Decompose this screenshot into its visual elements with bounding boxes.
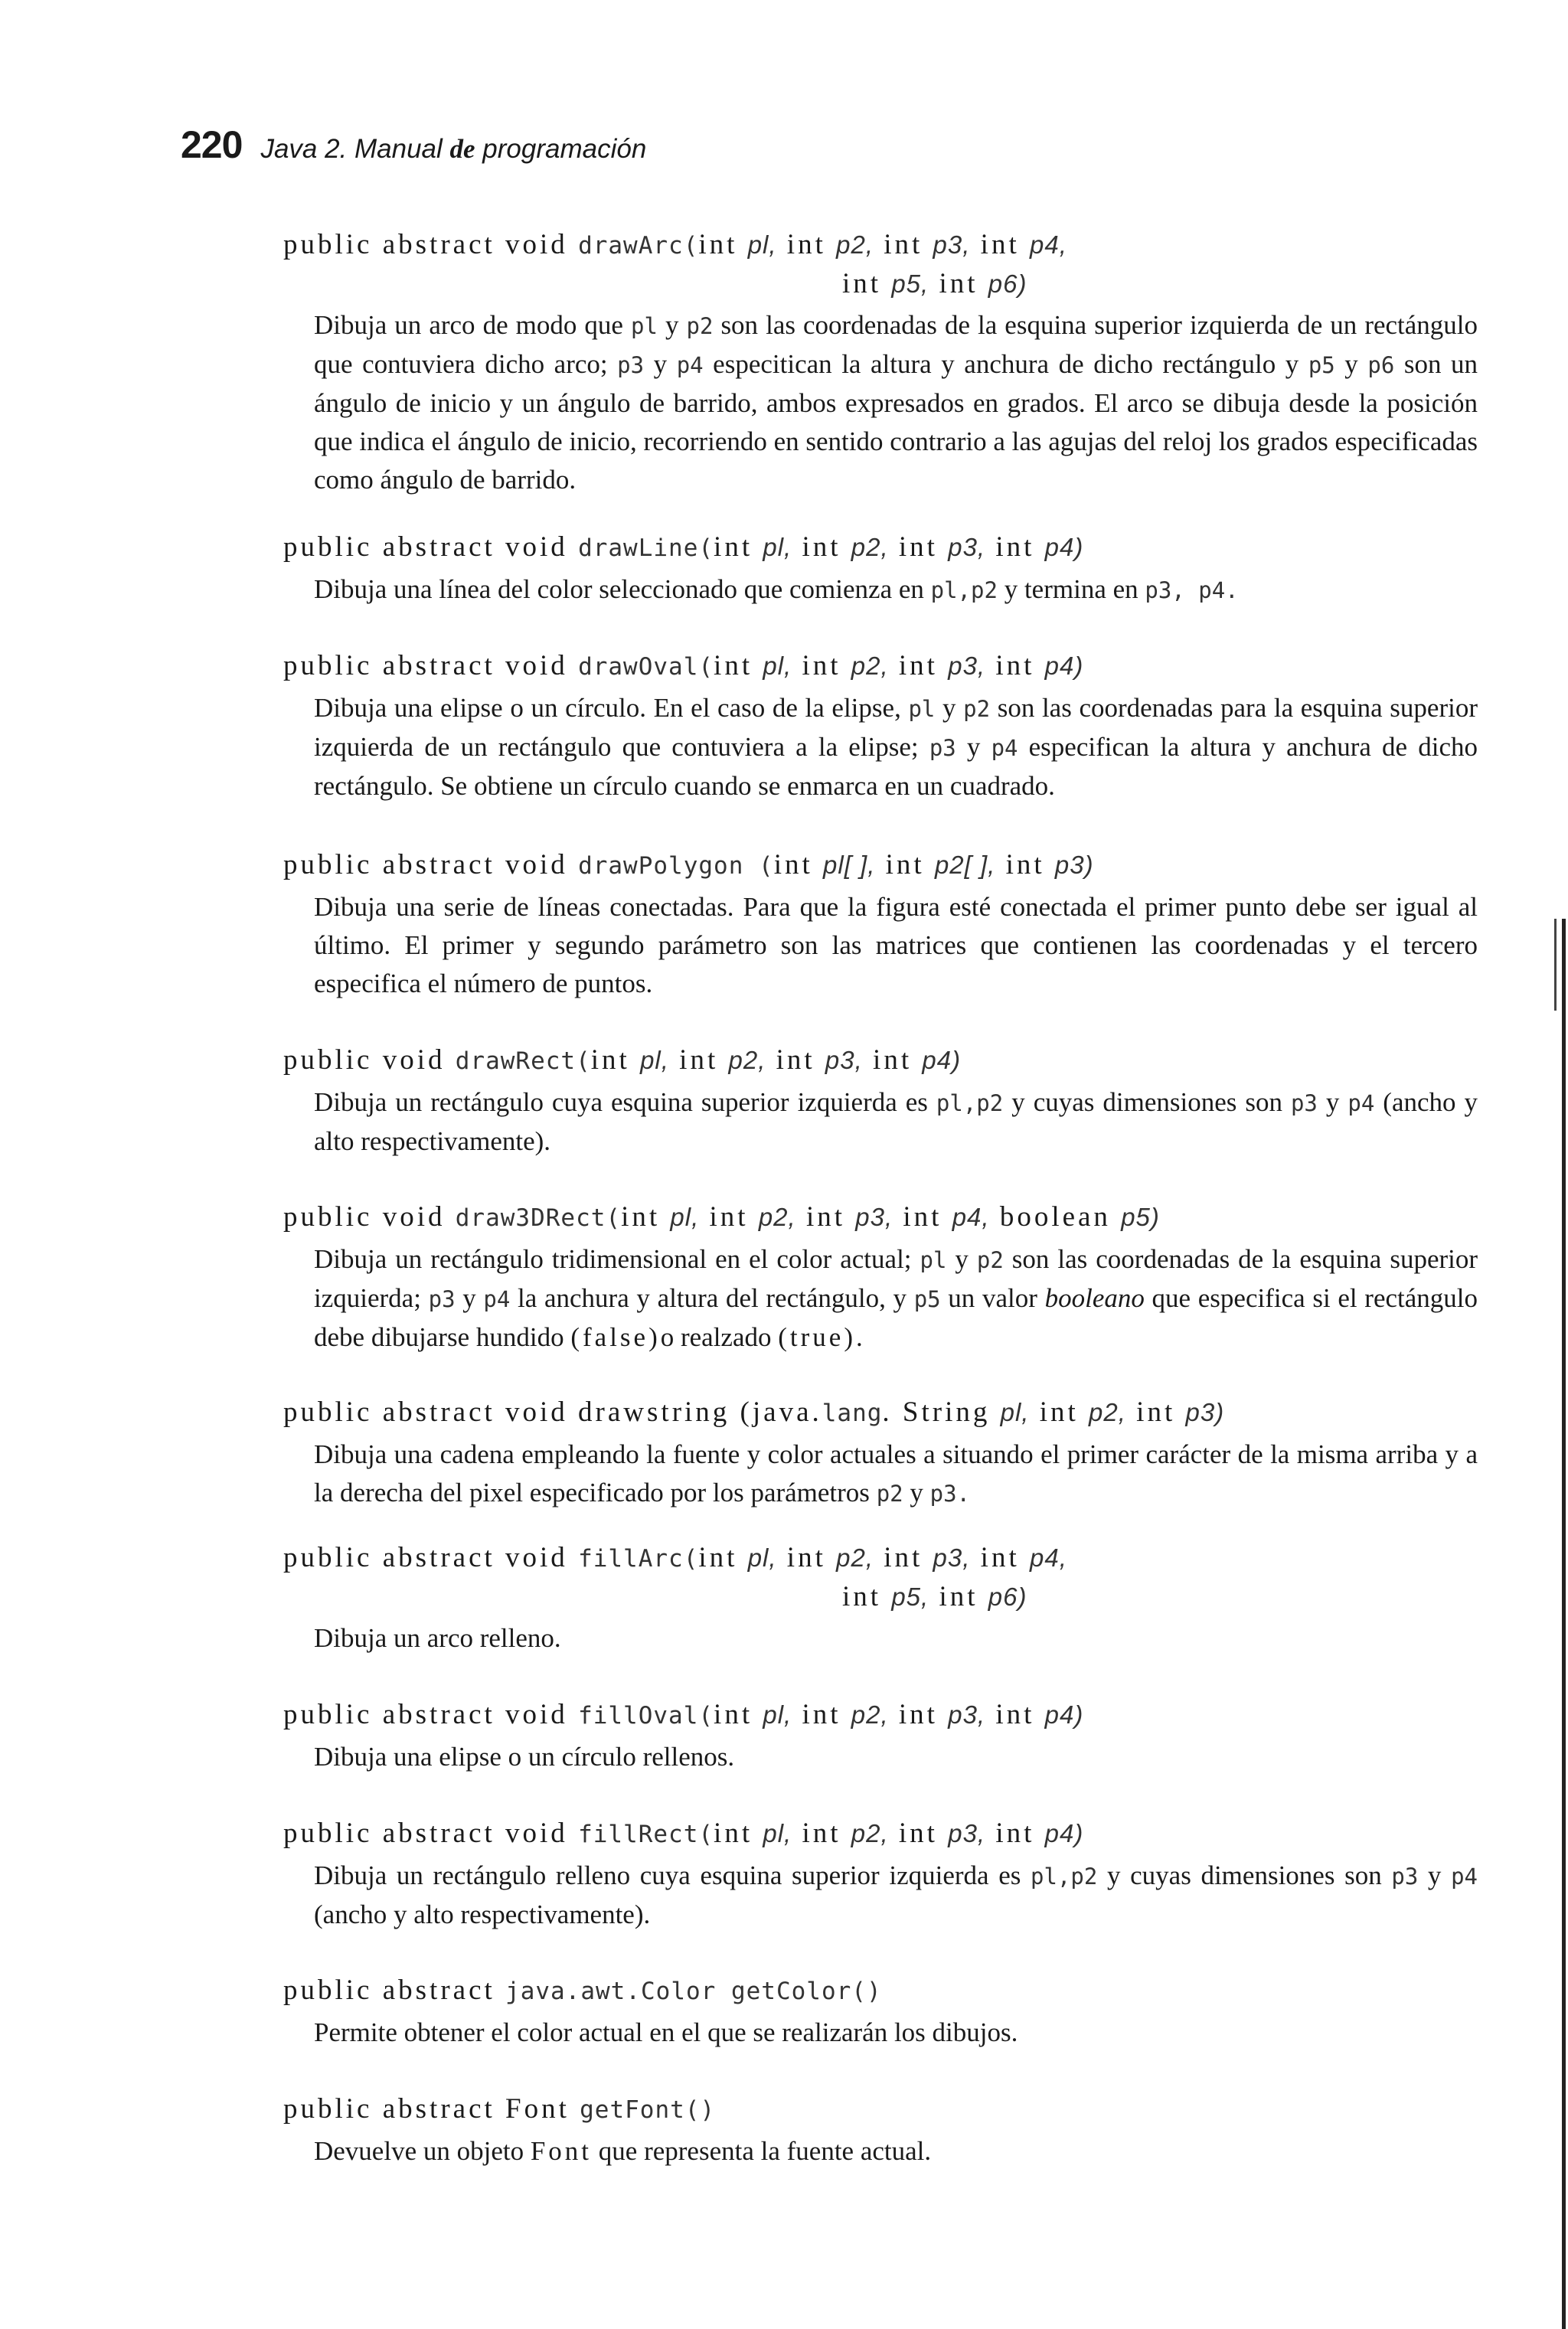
method-signature [283, 647, 1478, 686]
signature-param: p2, [836, 230, 874, 259]
method-signature [283, 846, 1478, 885]
description-mono: p4 [1348, 1090, 1375, 1116]
page-number: 220 [181, 123, 243, 166]
description-text: y [956, 732, 991, 762]
signature-kw: int [929, 268, 988, 299]
description-text: y [644, 349, 677, 379]
description-text: son las coordenadas de la esquina superior izquierda de un rectángulo que contuviera dicho arco; [314, 310, 1478, 379]
method-description [314, 1240, 1478, 1357]
description-mono: pl,p2 [1031, 1864, 1098, 1890]
signature-kw: boolean [989, 1201, 1122, 1233]
description-text: Dibuja un arco relleno. [314, 1623, 561, 1653]
method-signature [283, 1696, 1478, 1735]
signature-code: drawOval( [578, 653, 714, 681]
method-signature [283, 1393, 1478, 1432]
description-text: son las coordenadas de la esquina superior izquierda; [314, 1244, 1478, 1313]
signature-code: getFont() [580, 2096, 716, 2124]
description-mono: p5 [913, 1286, 941, 1312]
signature-param: p3, [855, 1203, 893, 1231]
signature-kw: int [985, 650, 1045, 681]
signature-param: p2, [836, 1543, 874, 1572]
method-description [314, 570, 1478, 609]
method-description [314, 1619, 1478, 1658]
signature-kw: int [714, 1699, 763, 1730]
signature-kw: int [873, 229, 933, 260]
signature-code: lang [822, 1400, 883, 1427]
method-description [314, 306, 1478, 499]
description-text: Dibuja una cadena empleando la fuente y color actuales a situando el primer carácter de la misma arriba y a la derecha del pixel especificado por los parámetros [314, 1439, 1478, 1507]
description-text: y [455, 1283, 484, 1313]
description-spaced: (true). [778, 1322, 866, 1352]
signature-code: fillOval( [578, 1702, 714, 1730]
signature-param: p4) [1044, 533, 1084, 561]
method-entry [283, 2090, 1478, 2171]
signature-kw: int [862, 1044, 923, 1076]
signature-kw: int [1125, 1396, 1186, 1428]
description-text: (ancho y alto respectivamente). [314, 1087, 1478, 1156]
signature-param: pl, [1000, 1398, 1030, 1426]
signature-kw: public void [283, 1044, 456, 1076]
signature-kw: public abstract [283, 1975, 506, 2006]
signature-param: p2, [851, 1700, 889, 1729]
signature-param: pl, [640, 1046, 669, 1074]
running-head-part-2: programación [475, 134, 647, 164]
signature-param: p5) [1121, 1203, 1160, 1231]
signature-kw: int [621, 1201, 671, 1233]
method-signature [283, 1971, 1478, 2011]
page-header [181, 122, 646, 167]
description-text: que especifica si el rectángulo debe dibujarse hundido [314, 1283, 1478, 1352]
method-signature [283, 1041, 1478, 1080]
signature-kw: int [888, 650, 949, 681]
signature-param: pl[ ], [823, 851, 876, 879]
method-entry [283, 1041, 1478, 1161]
signature-kw: . String [882, 1396, 1001, 1428]
signature-param: pl, [670, 1203, 700, 1231]
description-text: y termina en [997, 574, 1145, 604]
description-mono: pl [630, 313, 658, 339]
signature-param: p2[ ], [934, 851, 996, 879]
signature-code: drawPolygon ( [578, 852, 774, 880]
description-mono: p3 [617, 352, 645, 378]
method-signature [283, 226, 1478, 303]
description-text: Dibuja una elipse o un círculo rellenos. [314, 1742, 735, 1772]
description-mono: p4 [676, 352, 704, 378]
description-text: que representa la fuente actual. [592, 2136, 932, 2166]
method-description [314, 1436, 1478, 1513]
description-mono: pl,p2 [936, 1090, 1004, 1116]
signature-kw: int [888, 1818, 949, 1849]
method-entry [283, 1198, 1478, 1357]
signature-param: pl, [763, 1700, 792, 1729]
signature-param: p2, [851, 533, 889, 561]
description-mono: p3 [1290, 1090, 1318, 1116]
signature-param: p2, [851, 652, 889, 680]
running-head-de: de [449, 134, 475, 164]
description-text: y [1334, 349, 1368, 379]
description-mono: pl,p2 [930, 577, 998, 603]
method-signature [283, 528, 1478, 567]
signature-param: p4) [1044, 1819, 1084, 1847]
description-text: Dibuja una serie de líneas conectadas. Para que la figura esté conectada el primer punto debe ser igual al último. El primer y segundo parámetro son las matrices que contienen las coordenadas y el tercero especifica el número de puntos. [314, 892, 1478, 998]
signature-kw: int [776, 1542, 837, 1573]
signature-kw: int [792, 1699, 851, 1730]
signature-kw: int [893, 1201, 952, 1233]
description-text: Dibuja una línea del color seleccionado que comienza en [314, 574, 931, 604]
method-description [314, 2132, 1478, 2171]
description-text: la anchura y altura del rectángulo, y [510, 1283, 914, 1313]
signature-kw: int [873, 1542, 933, 1573]
description-mono: p2 [876, 1481, 903, 1507]
signature-param: pl, [747, 1543, 777, 1572]
signature-param: p4) [1044, 652, 1084, 680]
signature-kw: public abstract Font [283, 2093, 580, 2125]
description-text: o realzado [660, 1322, 779, 1352]
signature-kw: int [773, 849, 824, 880]
signature-param: p3, [948, 1700, 986, 1729]
signature-code: fillRect( [578, 1821, 714, 1848]
signature-code: drawLine( [578, 534, 714, 562]
signature-kw: int [970, 229, 1030, 260]
description-text: especitican la altura y anchura de dicho rectángulo y [703, 349, 1308, 379]
signature-kw: int [1029, 1396, 1089, 1428]
signature-param: p3, [948, 533, 986, 561]
signature-param: p4, [952, 1203, 990, 1231]
method-entry [283, 647, 1478, 805]
description-text: y [1418, 1860, 1452, 1890]
description-text: y [1317, 1087, 1348, 1117]
signature-kw: int [842, 1581, 892, 1612]
description-text: y [657, 310, 687, 340]
running-head [260, 134, 646, 164]
signature-param: p2, [758, 1203, 796, 1231]
description-mono: p2 [963, 696, 991, 722]
signature-param: p4, [1029, 1543, 1067, 1572]
description-text: son las coordenadas para la esquina superior izquierda de un rectángulo que contuviera a la elipse; [314, 693, 1478, 762]
method-description [314, 1738, 1478, 1776]
method-entry [283, 528, 1478, 609]
signature-kw: int [699, 1201, 759, 1233]
description-mono: p3 [1391, 1864, 1419, 1890]
signature-kw: int [776, 229, 837, 260]
description-mono: p4 [991, 735, 1018, 761]
signature-kw: int [842, 268, 892, 299]
signature-kw: int [714, 1818, 763, 1849]
signature-kw: public abstract void [283, 229, 579, 260]
scan-edge-mark [1554, 919, 1557, 1011]
signature-kw: int [668, 1044, 729, 1076]
description-text: Permite obtener el color actual en el que se realizarán los dibujos. [314, 2017, 1018, 2047]
method-signature [283, 1539, 1478, 1616]
description-text: Devuelve un objeto [314, 2136, 531, 2166]
signature-code: draw3DRect( [455, 1204, 622, 1232]
signature-kw: int [875, 849, 935, 880]
description-mono: p3 [929, 735, 956, 761]
signature-kw: int [698, 1542, 748, 1573]
method-signature [283, 1815, 1478, 1854]
description-text: y cuyas dimensiones son [1003, 1087, 1291, 1117]
description-text: Dibuja una elipse o un círculo. En el caso de la elipse, [314, 693, 909, 723]
signature-param: p6) [988, 1583, 1027, 1611]
signature-param: p6) [988, 269, 1027, 298]
signature-param: p3, [933, 230, 971, 259]
description-mono: p5 [1308, 352, 1335, 378]
description-text: Dibuja un rectángulo cuya esquina superior izquierda es [314, 1087, 936, 1117]
description-mono: p3. [929, 1481, 970, 1507]
signature-kw: public abstract void [283, 849, 579, 880]
signature-param: pl, [763, 652, 792, 680]
signature-kw: int [929, 1581, 988, 1612]
scan-edge-shadow [1562, 919, 1566, 2329]
method-entry [283, 1696, 1478, 1776]
signature-param: p2, [1089, 1398, 1126, 1426]
method-entry [283, 1815, 1478, 1934]
signature-param: pl, [763, 533, 792, 561]
signature-param: p2, [851, 1819, 889, 1847]
signature-param: p4) [922, 1046, 962, 1074]
method-signature [283, 2090, 1478, 2129]
signature-kw: int [985, 1699, 1045, 1730]
signature-kw: public abstract void [283, 1699, 579, 1730]
signature-param: p3) [1185, 1398, 1225, 1426]
signature-kw: int [792, 650, 851, 681]
signature-param: p3, [948, 652, 986, 680]
signature-kw: int [985, 531, 1045, 563]
description-mono: pl [908, 696, 936, 722]
method-signature [283, 1198, 1478, 1237]
signature-continuation [283, 1578, 1478, 1616]
signature-param: p3, [933, 1543, 971, 1572]
description-spaced: (false) [570, 1322, 661, 1352]
signature-kw: public abstract void drawstring (java. [283, 1396, 822, 1428]
signature-kw: int [698, 229, 748, 260]
method-description [314, 2014, 1478, 2052]
signature-param: p3, [948, 1819, 986, 1847]
signature-kw: int [985, 1818, 1045, 1849]
signature-kw: int [888, 1699, 949, 1730]
signature-kw: public abstract void [283, 650, 579, 681]
description-mono: p3 [428, 1286, 456, 1312]
method-description [314, 1857, 1478, 1934]
signature-kw: int [590, 1044, 641, 1076]
signature-param: p2, [728, 1046, 766, 1074]
description-text: Dibuja un rectángulo tridimensional en el color actual; [314, 1244, 920, 1274]
method-description [314, 1083, 1478, 1161]
description-text: son un ángulo de inicio y un ángulo de barrido, ambos expresados en grados. El arco se dibuja desde la posición que indica el ángulo de inicio, recorriendo en sentido contrario a las agujas del reloj los grados especificadas como ángulo de barrido. [314, 349, 1478, 495]
method-entry [283, 846, 1478, 1003]
method-description [314, 689, 1478, 805]
signature-code: drawArc( [578, 232, 699, 260]
method-entry [283, 1393, 1478, 1513]
description-ital: booleano [1044, 1283, 1145, 1313]
signature-kw: int [792, 531, 851, 563]
signature-param: pl, [763, 1819, 792, 1847]
signature-kw: public abstract void [283, 531, 579, 563]
signature-kw: int [792, 1818, 851, 1849]
signature-param: p4) [1044, 1700, 1084, 1729]
description-mono: p2 [686, 313, 714, 339]
signature-kw: int [714, 531, 763, 563]
method-entry [283, 1539, 1478, 1658]
signature-kw: public void [283, 1201, 456, 1233]
signature-code: fillArc( [578, 1545, 699, 1573]
method-entry [283, 1971, 1478, 2052]
signature-kw: public abstract void [283, 1818, 579, 1849]
signature-param: p5, [891, 1583, 929, 1611]
signature-param: p3) [1054, 851, 1094, 879]
description-text: un valor [940, 1283, 1045, 1313]
signature-kw: public abstract void [283, 1542, 579, 1573]
signature-kw: int [714, 650, 763, 681]
description-text: especifican la altura y anchura de dicho rectángulo. Se obtiene un círculo cuando se enmarca en un cuadrado. [314, 732, 1478, 801]
method-entry [283, 226, 1478, 499]
signature-continuation [283, 265, 1478, 303]
description-mono: p4 [1451, 1864, 1478, 1890]
description-mono: p2 [976, 1247, 1004, 1273]
description-mono: p6 [1367, 352, 1395, 378]
signature-code: java.awt.Color getColor() [505, 1978, 882, 2005]
description-mono: pl [920, 1247, 947, 1273]
method-description [314, 888, 1478, 1003]
description-text: y [935, 693, 964, 723]
description-text: y [903, 1478, 930, 1507]
signature-kw: int [970, 1542, 1030, 1573]
description-text: (ancho y alto respectivamente). [314, 1899, 651, 1929]
signature-param: p3, [825, 1046, 863, 1074]
description-text: y cuyas dimensiones son [1097, 1860, 1392, 1890]
signature-kw: int [766, 1044, 825, 1076]
signature-kw: int [888, 531, 949, 563]
description-mono: p3, p4. [1145, 577, 1239, 603]
signature-param: p5, [891, 269, 929, 298]
signature-code: drawRect( [455, 1047, 591, 1075]
description-mono: p4 [483, 1286, 511, 1312]
running-head-part-1: Java 2. Manual [260, 134, 450, 164]
description-text: y [946, 1244, 977, 1274]
signature-param: p4, [1029, 230, 1067, 259]
signature-kw: int [995, 849, 1055, 880]
signature-param: pl, [747, 230, 777, 259]
signature-kw: int [795, 1201, 856, 1233]
description-text: Dibuja un rectángulo relleno cuya esquina superior izquierda es [314, 1860, 1031, 1890]
description-spaced: Font [530, 2136, 593, 2166]
description-text: Dibuja un arco de modo que [314, 310, 631, 340]
